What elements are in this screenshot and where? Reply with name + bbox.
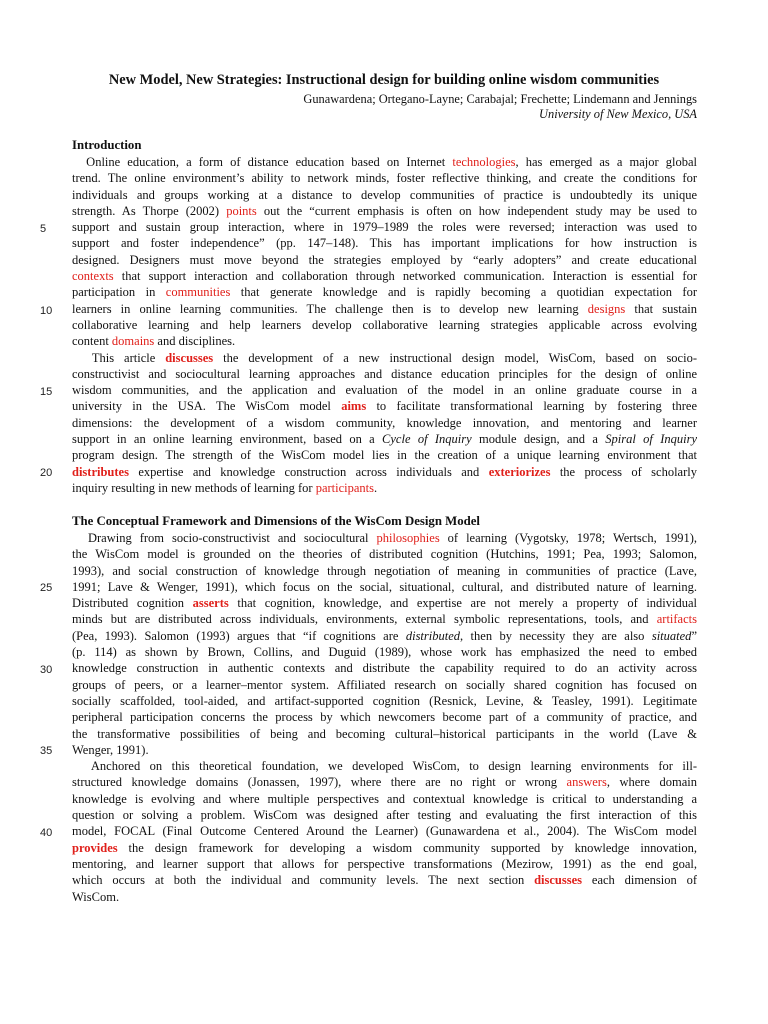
text-run: 1993), and social construction of knowledge through negotiation of meaning in communities of practice (Lave, [72, 563, 697, 578]
text-line [72, 726, 697, 742]
text-run: university in the USA. The WisCom model [72, 399, 342, 414]
text-line [72, 398, 697, 414]
text-line [72, 382, 697, 398]
text-line [72, 693, 697, 709]
highlighted-term: discusses [165, 350, 214, 365]
highlighted-term: situated [651, 628, 692, 643]
text-line [72, 480, 697, 496]
text-run: support and foster independence” (pp. 147–148). This has important implications for how instruction is [72, 236, 697, 251]
text-line [72, 889, 697, 905]
text-line [72, 595, 697, 611]
text-line [72, 170, 697, 186]
text-line [72, 628, 697, 644]
text-run: dimensions: the development of a wisdom community, knowledge innovation, and mentoring and learner [72, 415, 697, 430]
text-run: 1991; Lave & Wenger, 1991), which focus on the social, situational, cultural, and distributed nature of learning. [72, 579, 697, 594]
text-run: learners in online learning communities. The challenge then is to develop new learning [72, 301, 588, 316]
author-list: Gunawardena; Ortegano-Layne; Carabajal; Frechette; Lindemann and Jennings [303, 92, 697, 106]
text-run: This article [72, 350, 166, 365]
highlighted-term: answers [566, 775, 607, 790]
text-line [72, 709, 697, 725]
text-run: constructivist and sociocultural learning approaches and distance education principles for the design of online [72, 366, 697, 381]
text-run: socially scaffolded, tool-aided, and artifact-supported cognition (Resnick, Levine, & Teasley, 1991). Legitimate [72, 693, 697, 708]
text-run: wisdom communities, and the application and evaluation of the model in an online graduate course in a [72, 383, 697, 398]
highlighted-term: communities [165, 285, 231, 300]
text-run: . [374, 480, 378, 495]
text-run: the process of scholarly [550, 464, 697, 479]
intro-body [72, 154, 697, 496]
text-line [72, 252, 697, 268]
line-number: 40 [40, 827, 53, 839]
text-line [72, 660, 697, 676]
text-line [72, 644, 697, 660]
text-run: individuals and groups working at a distance to develop communities of practice is undoubtedly its unique [72, 187, 697, 202]
text-line [72, 333, 697, 349]
text-run: support in an online learning environment, based on a [72, 432, 383, 447]
text-line [72, 742, 697, 758]
framework-body [72, 530, 697, 905]
text-run: collaborative learning and help learners develop collaborative learning strategies applicable across evolving [72, 317, 697, 332]
text-run: Wenger, 1991). [72, 742, 149, 757]
text-run: peripheral participation concerns the process by which newcomers become part of a community of practice, and [72, 710, 697, 725]
text-run: Online education, a form of distance education based on Internet [72, 155, 453, 169]
text-run: strength. As Thorpe (2002) [72, 203, 227, 218]
highlighted-term: philosophies [376, 531, 440, 545]
line-number: 25 [40, 582, 53, 594]
text-run: ” [691, 628, 697, 643]
text-line [72, 235, 697, 251]
text-run: model, FOCAL (Final Outcome Centered Around the Learner) (Gunawardena et al., 2004). The WisCom model [72, 824, 697, 839]
text-run: support and sustain group interaction, where in 1979–1989 the roles were reversed; interaction was used to [72, 220, 697, 235]
text-line [72, 856, 697, 872]
text-run: Distributed cognition [72, 596, 193, 611]
text-run: , where domain [606, 775, 697, 790]
text-run: program design. The strength of the WisCom model lies in the creation of a unique learning environment that [72, 448, 697, 463]
text-run: and disciplines. [154, 334, 236, 349]
line-number: 15 [40, 386, 53, 398]
line-number: 5 [40, 223, 47, 235]
text-run: minds but are distributed across individuals, environments, external symbolic representations, tools, and [72, 612, 657, 627]
text-run: trend. The online environment’s ability to network minds, foster reflective thinking, and create the conditions for [72, 171, 697, 186]
text-line [72, 431, 697, 447]
paper-title: New Model, New Strategies: Instructional design for building online wisdom communities [108, 72, 660, 88]
text-line [72, 284, 697, 300]
text-line [72, 840, 697, 856]
highlighted-term: distributed [405, 628, 461, 643]
text-line [72, 823, 697, 839]
highlighted-term: technologies [452, 155, 516, 169]
text-run: mentoring, and learner support that allows for perspective transformations (Mezirow, 1991) as the end goal, [72, 856, 697, 871]
highlighted-term: exteriorizes [488, 464, 551, 479]
text-run: that sustain [625, 301, 697, 316]
text-line [72, 447, 697, 463]
text-run: content [72, 334, 112, 349]
text-line [72, 758, 697, 774]
intro-heading: Introduction [72, 138, 142, 152]
text-line [72, 579, 697, 595]
text-run: that support interaction and collaboration through networked communication. Interaction is essential for [113, 269, 697, 284]
text-line [72, 611, 697, 627]
text-line [72, 546, 697, 562]
text-run: (Pea, 1993). Salomon (1993) argues that “if cognitions are [72, 628, 406, 643]
text-line [72, 530, 697, 546]
text-line [72, 791, 697, 807]
text-line [72, 301, 697, 317]
line-number: 30 [40, 664, 53, 676]
highlighted-term: provides [72, 840, 118, 855]
text-run: knowledge is evolving and where multiple perspectives and contextual knowledge is critical to understanding a [72, 791, 697, 806]
text-run: Anchored on this theoretical foundation, we developed WisCom, to design learning environments for ill- [72, 759, 697, 774]
text-line [72, 677, 697, 693]
text-run: the development of a new instructional design model, WisCom, based on socio- [213, 350, 697, 365]
text-run: expertise and knowledge construction across individuals and [128, 464, 489, 479]
highlighted-term: Spiral of Inquiry [605, 432, 697, 447]
text-run: participation in [72, 285, 166, 300]
text-line [72, 154, 697, 170]
highlighted-term: aims [341, 399, 367, 414]
text-line [72, 415, 697, 431]
text-line [72, 872, 697, 888]
text-run: that cognition, knowledge, and expertise are not merely a property of individual [228, 596, 697, 611]
text-run: to facilitate transformational learning by fostering three [366, 399, 697, 414]
text-run: that generate knowledge and is rapidly becoming a quotidian expectation for [230, 285, 697, 300]
highlighted-term: contexts [72, 269, 114, 284]
text-run: which occurs at both the individual and community levels. The next section [72, 873, 535, 888]
highlighted-term: artifacts [656, 612, 697, 627]
text-line [72, 187, 697, 203]
text-line [72, 563, 697, 579]
text-run: , has emerged as a major global [515, 155, 697, 169]
text-run: Drawing from socio-constructivist and sociocultural [72, 531, 377, 545]
text-run: designed. Designers must move beyond the strategies employed by “early adopters” and create educational [72, 252, 697, 267]
text-run: knowledge construction in authentic contexts and distribute the capability required to do an activity across [72, 661, 697, 676]
text-run: each dimension of [582, 873, 697, 888]
text-line [72, 774, 697, 790]
text-run: inquiry resulting in new methods of learning for [72, 480, 316, 495]
affiliation: University of New Mexico, USA [539, 107, 697, 121]
text-run: the design framework for developing a wisdom community supported by knowledge innovation, [117, 840, 697, 855]
line-number: 20 [40, 467, 53, 479]
text-line [72, 317, 697, 333]
text-run: structured knowledge domains (Jonassen, 1997), where there are no right or wrong [72, 775, 567, 790]
text-run: the transformative possibilities of being and becoming cultural–historical participants in the world (Lave & [72, 726, 697, 741]
highlighted-term: distributes [72, 464, 129, 479]
text-run: out the “current emphasis is often on how independent study may be used to [256, 203, 697, 218]
framework-heading: The Conceptual Framework and Dimensions of the WisCom Design Model [72, 514, 480, 528]
text-run: WisCom. [72, 889, 120, 904]
highlighted-term: asserts [192, 596, 229, 611]
text-run: module design, and a [471, 432, 606, 447]
text-line [72, 268, 697, 284]
text-run: (p. 114) as shown by Brown, Collins, and Duguid (1989), whose work has emphasized the need to embed [72, 645, 697, 660]
text-run: question or solving a problem. WisCom was designed after testing and evaluating the first interaction of this [72, 808, 697, 823]
text-run: , then by necessity they are also [460, 628, 652, 643]
line-number: 10 [40, 305, 53, 317]
highlighted-term: designs [587, 301, 626, 316]
highlighted-term: domains [111, 334, 155, 349]
text-run: groups of peers, or a learner–mentor system. Affiliated research on socially shared cognition has focused on [72, 677, 697, 692]
text-line [72, 203, 697, 219]
text-line [72, 350, 697, 366]
highlighted-term: participants [315, 480, 375, 495]
text-run: the WisCom model is grounded on the theories of distributed cognition (Hutchins, 1991; Pea, 1993; Salomon, [72, 547, 697, 562]
highlighted-term: Cycle of Inquiry [382, 432, 472, 447]
text-line [72, 464, 697, 480]
highlighted-term: discusses [534, 873, 583, 888]
text-run: of learning (Vygotsky, 1978; Wertsch, 1991), [439, 531, 697, 545]
text-line [72, 807, 697, 823]
line-number: 35 [40, 745, 53, 757]
text-line [72, 219, 697, 235]
text-line [72, 366, 697, 382]
highlighted-term: points [226, 203, 257, 218]
